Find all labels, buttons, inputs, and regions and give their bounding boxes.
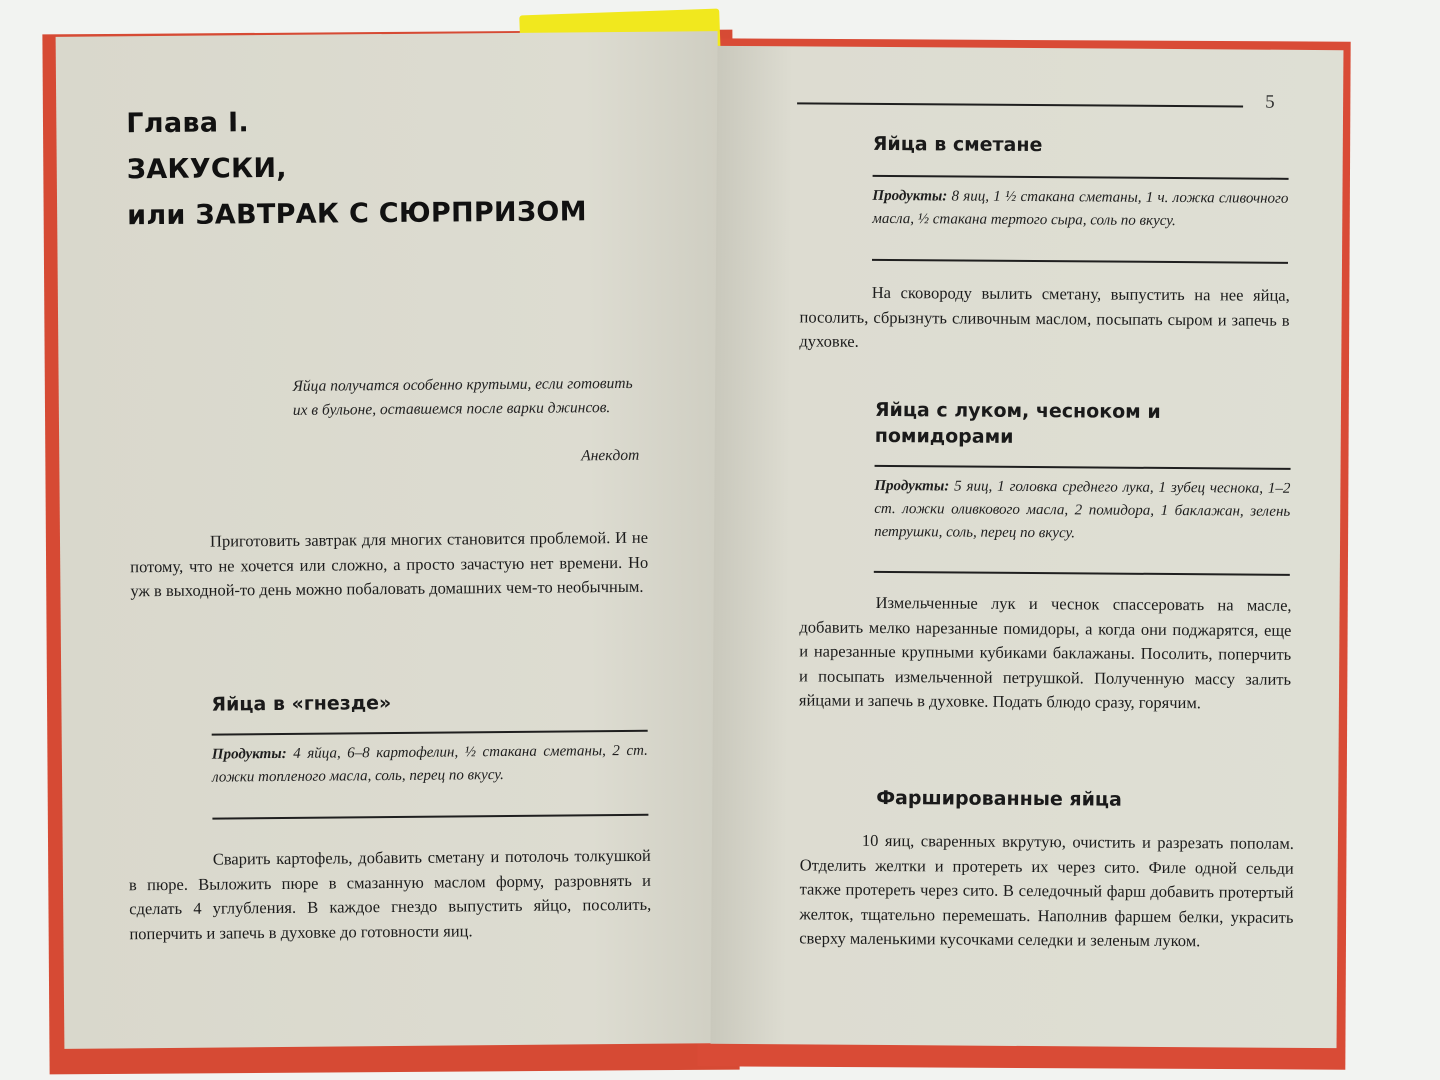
ingredients-label: Продукты: — [211, 745, 287, 763]
ingredients-text: 8 яиц, 1 ½ стакана сметаны, 1 ч. ложка сливочного масла, ½ стакана тертого сыра, соль по вкусу. — [872, 188, 1289, 230]
recipe-method: Измельченные лук и чеснок спассеровать на масле, добавить мелко нарезанные помидоры, а когда они поджарятся, еще и нарезанные крупными кубиками баклажаны. Посолить, поперчить и посыпать измельченной петрушкой. Полученную массу залить яйцами и запечь в духовке. Подать блюдо сразу, горячим. — [798, 592, 1292, 713]
epigraph-text: Яйца получатся особенно крутыми, если готовить их в бульоне, оставшемся после варки джинсов. — [292, 374, 633, 419]
divider — [872, 259, 1288, 264]
ingredients-label: Продукты: — [872, 187, 948, 205]
divider — [212, 814, 648, 820]
divider — [875, 465, 1291, 470]
divider — [873, 175, 1289, 180]
recipe-title: Фаршированные яйца — [876, 786, 1122, 811]
chapter-number: Глава I. — [126, 107, 250, 140]
ingredients-text: 4 яйца, 6–8 картофелин, ½ стакана сметаны, 2 ст. ложки топленого масла, соль, перец по вкусу. — [211, 742, 648, 786]
ingredients-block — [212, 740, 648, 790]
recipe-method: На сковороду вылить сметану, выпустить на нее яйца, посолить, сбрызнуть сливочным маслом, посыпать сыром и запечь в духовке. — [799, 282, 1290, 351]
divider — [874, 571, 1290, 576]
recipe-title: Яйца в сметане — [872, 132, 1043, 157]
ingredients-block — [872, 185, 1288, 234]
ingredients-label: Продукты: — [874, 477, 950, 495]
right-page — [711, 46, 1344, 1048]
left-page — [56, 31, 727, 1049]
recipe-title: Яйца в «гнезде» — [211, 692, 392, 716]
intro-paragraph: Приготовить завтрак для многих становится проблемой. И не потому, что не хочется или сложно, а просто зачастую нет времени. Но уж в выходной-то день можно побаловать домашних чем-то необычным. — [130, 527, 649, 601]
recipe-title: Яйца с луком, чесноком и помидорами — [874, 398, 1161, 448]
chapter-subtitle: или ЗАВТРАК С СЮРПРИЗОМ — [127, 196, 587, 232]
ingredients-block — [874, 475, 1290, 547]
page-number: 5 — [1265, 91, 1275, 113]
epigraph-source: Анекдот — [581, 446, 640, 465]
chapter-title: ЗАКУСКИ, — [126, 152, 287, 186]
recipe-method: 10 яиц, сваренных вкрутую, очистить и разрезать пополам. Отделить желтки и протереть их через сито. Филе одной сельди также протереть через сито. В селедочный фарш добавить протертый желток, тщательно перемешать. Наполнив фаршем белки, украсить сверху маленькими кусочками селедки и зеленым луком. — [799, 830, 1295, 951]
ingredients-text: 5 яиц, 1 головка среднего лука, 1 зубец чеснока, 1–2 ст. ложки оливкового масла, 2 помидора, 1 баклажан, зелень петрушки, соль, перец по вкусу. — [874, 478, 1291, 542]
recipe-method: Сварить картофель, добавить сметану и потолочь толкушкой в пюре. Выложить пюре в смазанную маслом форму, разровнять и сделать 4 углубления. В каждое гнездо выпустить яйцо, посолить, поперчить и запечь в духовке до готовности яиц. — [128, 845, 652, 943]
divider — [212, 730, 648, 736]
header-rule — [797, 102, 1243, 107]
